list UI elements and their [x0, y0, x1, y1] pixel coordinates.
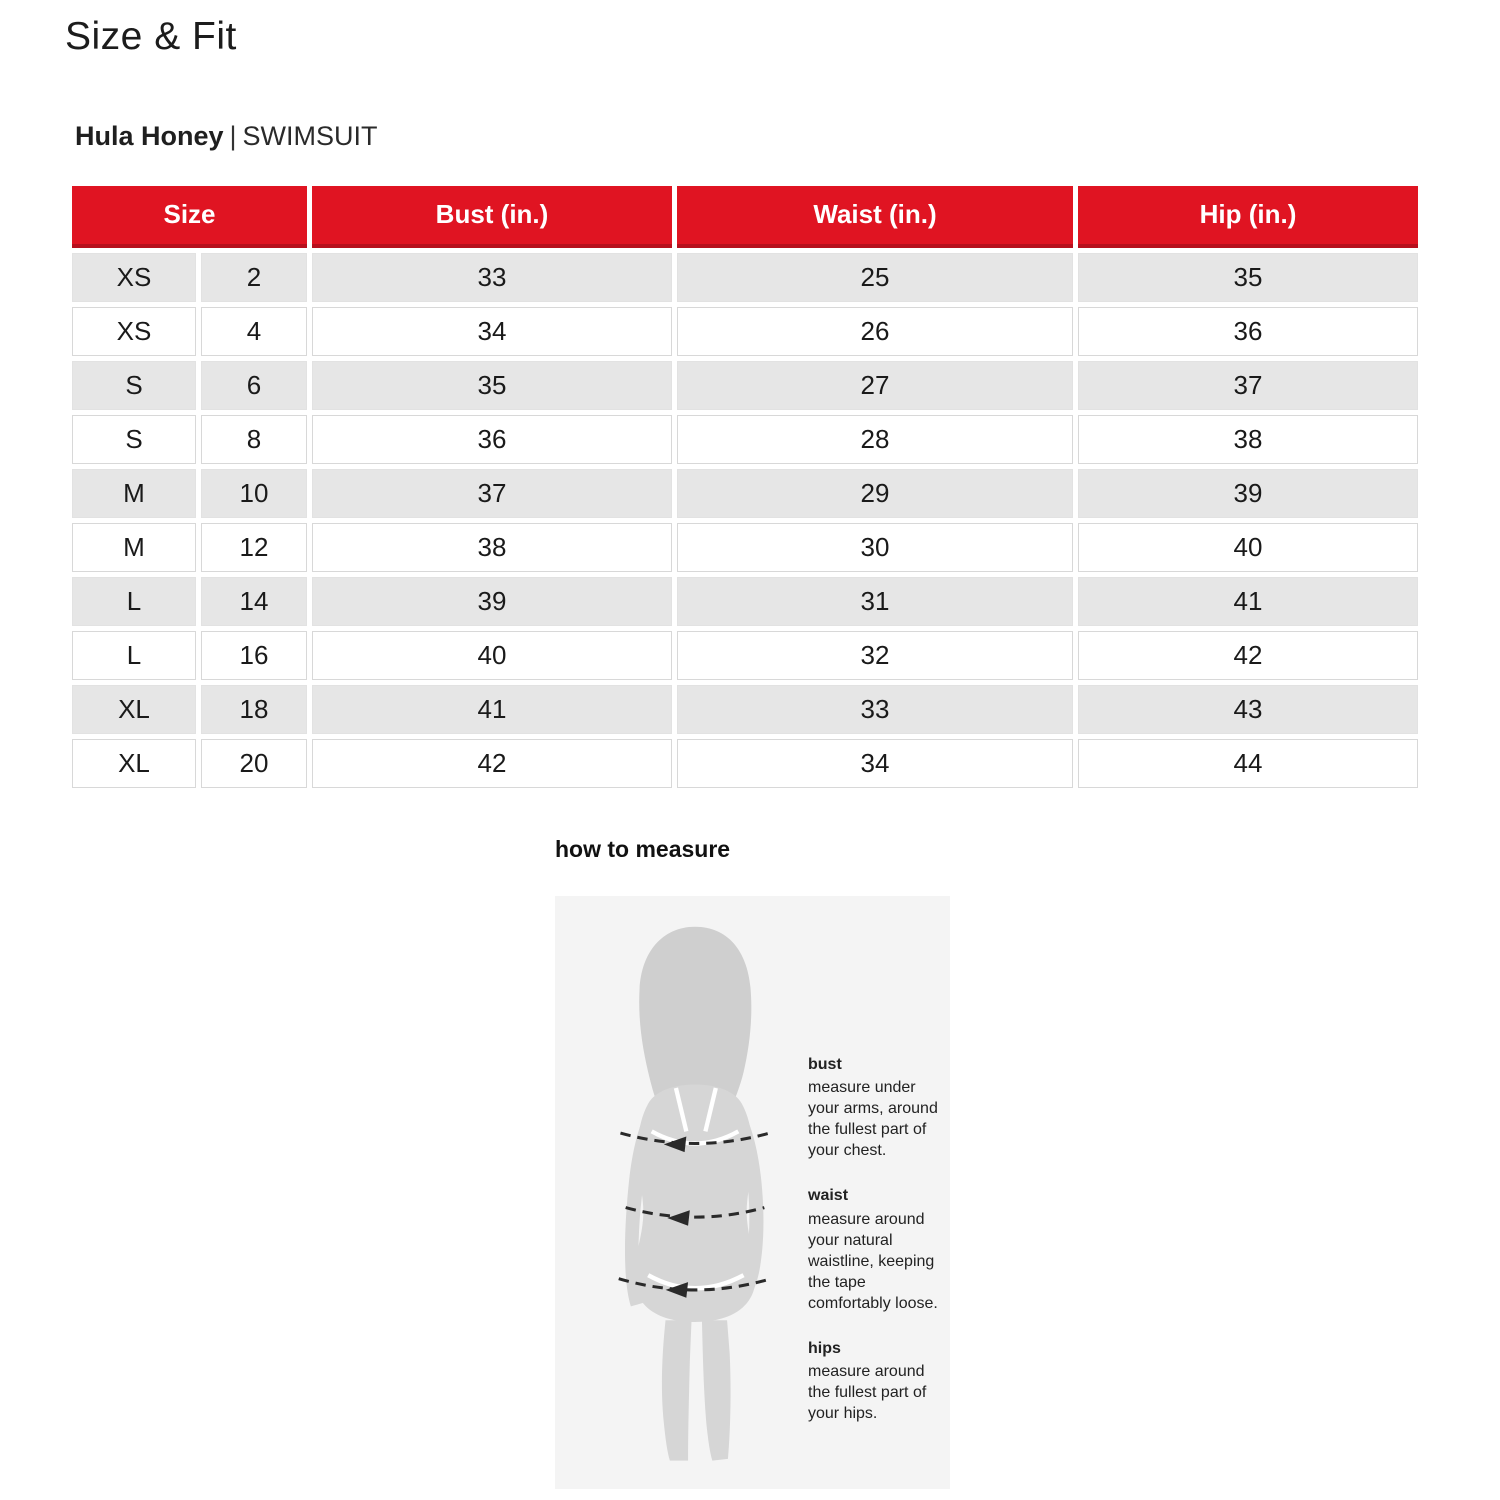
column-header-waist: Waist (in.): [677, 186, 1073, 248]
page-title: Size & Fit: [65, 15, 237, 58]
waist-cell: 31: [677, 577, 1073, 626]
waist-cell: 25: [677, 253, 1073, 302]
female-silhouette-figure: [565, 902, 825, 1482]
size-chart-table: [67, 181, 1423, 793]
column-header-size: Size: [72, 186, 307, 248]
hips-instruction: [808, 1338, 944, 1424]
silhouette-right-leg: [702, 1320, 731, 1460]
size-number-cell: 6: [201, 361, 307, 410]
bust-cell: 39: [312, 577, 672, 626]
bust-cell: 38: [312, 523, 672, 572]
size-letter-cell: XL: [72, 685, 196, 734]
hip-cell: 40: [1078, 523, 1418, 572]
size-number-cell: 8: [201, 415, 307, 464]
table-row: [72, 307, 1418, 356]
table-row: [72, 739, 1418, 788]
column-header-bust: Bust (in.): [312, 186, 672, 248]
waist-cell: 26: [677, 307, 1073, 356]
waist-cell: 32: [677, 631, 1073, 680]
waist-cell: 34: [677, 739, 1073, 788]
hip-cell: 35: [1078, 253, 1418, 302]
hip-cell: 42: [1078, 631, 1418, 680]
brand-separator: |: [229, 120, 237, 151]
bust-instruction: [808, 1054, 944, 1162]
how-to-measure-section: [555, 836, 955, 1489]
size-letter-cell: L: [72, 577, 196, 626]
waist-instruction: [808, 1185, 944, 1314]
size-letter-cell: L: [72, 631, 196, 680]
table-row: [72, 253, 1418, 302]
size-letter-cell: S: [72, 361, 196, 410]
size-number-cell: 10: [201, 469, 307, 518]
brand-name: Hula Honey: [75, 120, 224, 151]
size-letter-cell: M: [72, 523, 196, 572]
waist-cell: 30: [677, 523, 1073, 572]
size-number-cell: 20: [201, 739, 307, 788]
bust-copy: measure under your arms, around the fullest part of your chest.: [808, 1079, 938, 1160]
size-letter-cell: M: [72, 469, 196, 518]
bust-cell: 33: [312, 253, 672, 302]
bust-cell: 40: [312, 631, 672, 680]
bust-label: bust: [808, 1055, 842, 1073]
silhouette-left-leg: [662, 1320, 692, 1460]
hips-copy: measure around the fullest part of your hips.: [808, 1363, 927, 1423]
table-row: [72, 415, 1418, 464]
bust-cell: 35: [312, 361, 672, 410]
size-number-cell: 16: [201, 631, 307, 680]
bust-cell: 41: [312, 685, 672, 734]
size-number-cell: 2: [201, 253, 307, 302]
hip-cell: 37: [1078, 361, 1418, 410]
table-row: [72, 631, 1418, 680]
hip-cell: 44: [1078, 739, 1418, 788]
size-letter-cell: XS: [72, 253, 196, 302]
waist-cell: 29: [677, 469, 1073, 518]
table-row: [72, 577, 1418, 626]
bust-cell: 42: [312, 739, 672, 788]
size-letter-cell: S: [72, 415, 196, 464]
column-header-hip: Hip (in.): [1078, 186, 1418, 248]
category-label: SWIMSUIT: [242, 120, 378, 151]
size-number-cell: 12: [201, 523, 307, 572]
how-to-measure-title: how to measure: [555, 835, 731, 862]
header-row: [72, 186, 1418, 248]
silhouette-hair: [639, 927, 751, 1111]
measure-instructions: [808, 1054, 944, 1449]
size-letter-cell: XS: [72, 307, 196, 356]
hips-label: hips: [808, 1340, 841, 1358]
measurement-diagram: [555, 896, 950, 1489]
waist-cell: 27: [677, 361, 1073, 410]
hip-cell: 39: [1078, 469, 1418, 518]
bust-cell: 37: [312, 469, 672, 518]
waist-copy: measure around your natural waistline, keeping the tape comfortably loose.: [808, 1210, 938, 1312]
size-number-cell: 4: [201, 307, 307, 356]
table-row: [72, 469, 1418, 518]
bust-cell: 34: [312, 307, 672, 356]
size-letter-cell: XL: [72, 739, 196, 788]
table-row: [72, 361, 1418, 410]
table-row: [72, 523, 1418, 572]
size-number-cell: 18: [201, 685, 307, 734]
waist-label: waist: [808, 1187, 849, 1205]
brand-line: [75, 121, 1500, 152]
hip-cell: 41: [1078, 577, 1418, 626]
waist-cell: 33: [677, 685, 1073, 734]
waist-cell: 28: [677, 415, 1073, 464]
bust-cell: 36: [312, 415, 672, 464]
hip-cell: 36: [1078, 307, 1418, 356]
table-row: [72, 685, 1418, 734]
size-number-cell: 14: [201, 577, 307, 626]
hip-cell: 38: [1078, 415, 1418, 464]
hip-cell: 43: [1078, 685, 1418, 734]
